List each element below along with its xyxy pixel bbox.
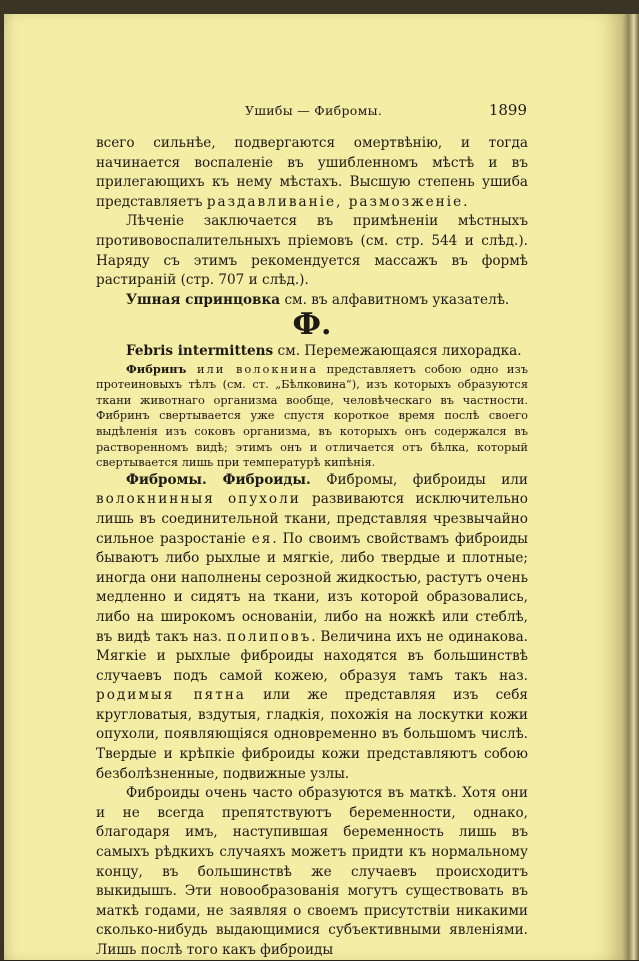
fibromy-term: Фибромы. Фиброиды.: [126, 471, 311, 488]
febris-entry: [96, 342, 528, 362]
ushiby-p3-text: см. въ алфавитномъ указателѣ.: [280, 291, 510, 308]
ushiby-p1-spaced: раздавливаніе, размозженіе.: [206, 193, 470, 210]
fibrin-entry: [96, 362, 528, 471]
ushnaya-sprintsovka-term: Ушная спринцовка: [126, 291, 281, 308]
fibromy-entry: [96, 471, 528, 785]
febris-term: Febris intermittens: [126, 343, 274, 359]
f-section: [96, 342, 528, 961]
ushiby-section: [96, 134, 528, 310]
fibrin-spaced: или волокнина: [186, 361, 319, 376]
ushiby-p1-text: всего сильнѣе, подвергаются омертвѣнію, и тогда начинается воспаленіе въ ушибленномъ мѣстѣ и въ прилегающихъ къ нему мѣстахъ. Высшую степень ушиба представляетъ: [96, 135, 528, 210]
page-number: 1899: [488, 101, 527, 119]
fibromy-text-a: Фибромы, фиброиды или: [310, 471, 528, 488]
running-head-title: Ушибы — Фибромы.: [245, 103, 383, 118]
fibromy-text-d: . Величина ихъ не одинакова. Мягкіе и рыхлые фиброиды находятся въ большинствѣ случаевъ подъ самой кожею, образуя тамъ такъ наз.: [96, 628, 528, 684]
fibrin-text: представляетъ собою одно изъ протеиновыхъ тѣлъ (см. ст. „Бѣлковина“), изъ которыхъ образуются ткани животнаго организма вообще, человѣческаго въ частности. Фибринъ свертывается уже спустя короткое время послѣ своего выдѣленія изъ соковъ организма, въ которыхъ онъ содержался въ растворенномъ видѣ; этимъ онъ и отличается отъ бѣлка, который свертывается лишь при температурѣ кипѣнія.: [96, 361, 528, 470]
section-letter: Ф.: [292, 307, 332, 342]
running-head: [95, 101, 527, 123]
fibromy-spaced-3: полиповъ: [226, 628, 312, 645]
fibromy-paragraph-2: Фиброиды очень часто образуются въ маткѣ. Хотя они и не всегда препятствуютъ беременности, однако, благодаря имъ, наступившая беременность лишь въ самыхъ рѣдкихъ случаяхъ можетъ придти къ нормальному концу, въ большинствѣ же случаевъ происходитъ выкидышъ. Эти новообразованія могутъ существовать въ маткѣ годами, не заявляя о своемъ присутствіи никакими сколько-нибудь выдающимися субъективными явленіями. Лишь послѣ того какъ фиброиды: [96, 785, 528, 958]
fibromy-text-c: . По своимъ свойствамъ фиброиды бываютъ либо рыхлые и мягкіе, либо твердые и плотные; иногда они наполнены серозной жидкостью, растутъ очень медленно и сидятъ на ткани, изъ которой образовались, либо на широкомъ основаніи, либо на ножкѣ или стеблѣ, въ видѣ такъ наз.: [96, 530, 528, 645]
fibromy-text-b: развиваются исключительно лишь въ соединительной ткани, представляя чрезвычайно сильное разростаніе: [96, 491, 528, 547]
ushiby-paragraph-1: [96, 134, 528, 212]
fibromy-spaced-4: родимыя пятна: [96, 687, 246, 704]
fibrin-term: Фибринъ: [126, 361, 187, 376]
fibromy-spaced-2: ея: [251, 530, 273, 547]
febris-text: см. Перемежающаяся лихорадка.: [273, 343, 522, 359]
fibromy-spaced-1: волокнинныя опухоли: [96, 491, 301, 508]
ushiby-paragraph-2: Лѣченіе заключается въ примѣненіи мѣстныхъ противовоспалительныхъ пріемовъ (см. стр. 544 и слѣд.). Наряду съ этимъ рекомендуется массажъ въ формѣ растираній (стр. 707 и слѣд.).: [96, 213, 528, 289]
fibromy-text-e: или же представляя изъ себя кругловатыя, вздутыя, гладкія, похожія на лоскутки кожи опухоли, появляющіяся одновременно въ большомъ числѣ. Твердые и крѣпкіе фиброиды кожи представляютъ собою безболѣзненные, подвижные узлы.: [96, 687, 528, 782]
page-edge-shadow: [622, 14, 639, 960]
